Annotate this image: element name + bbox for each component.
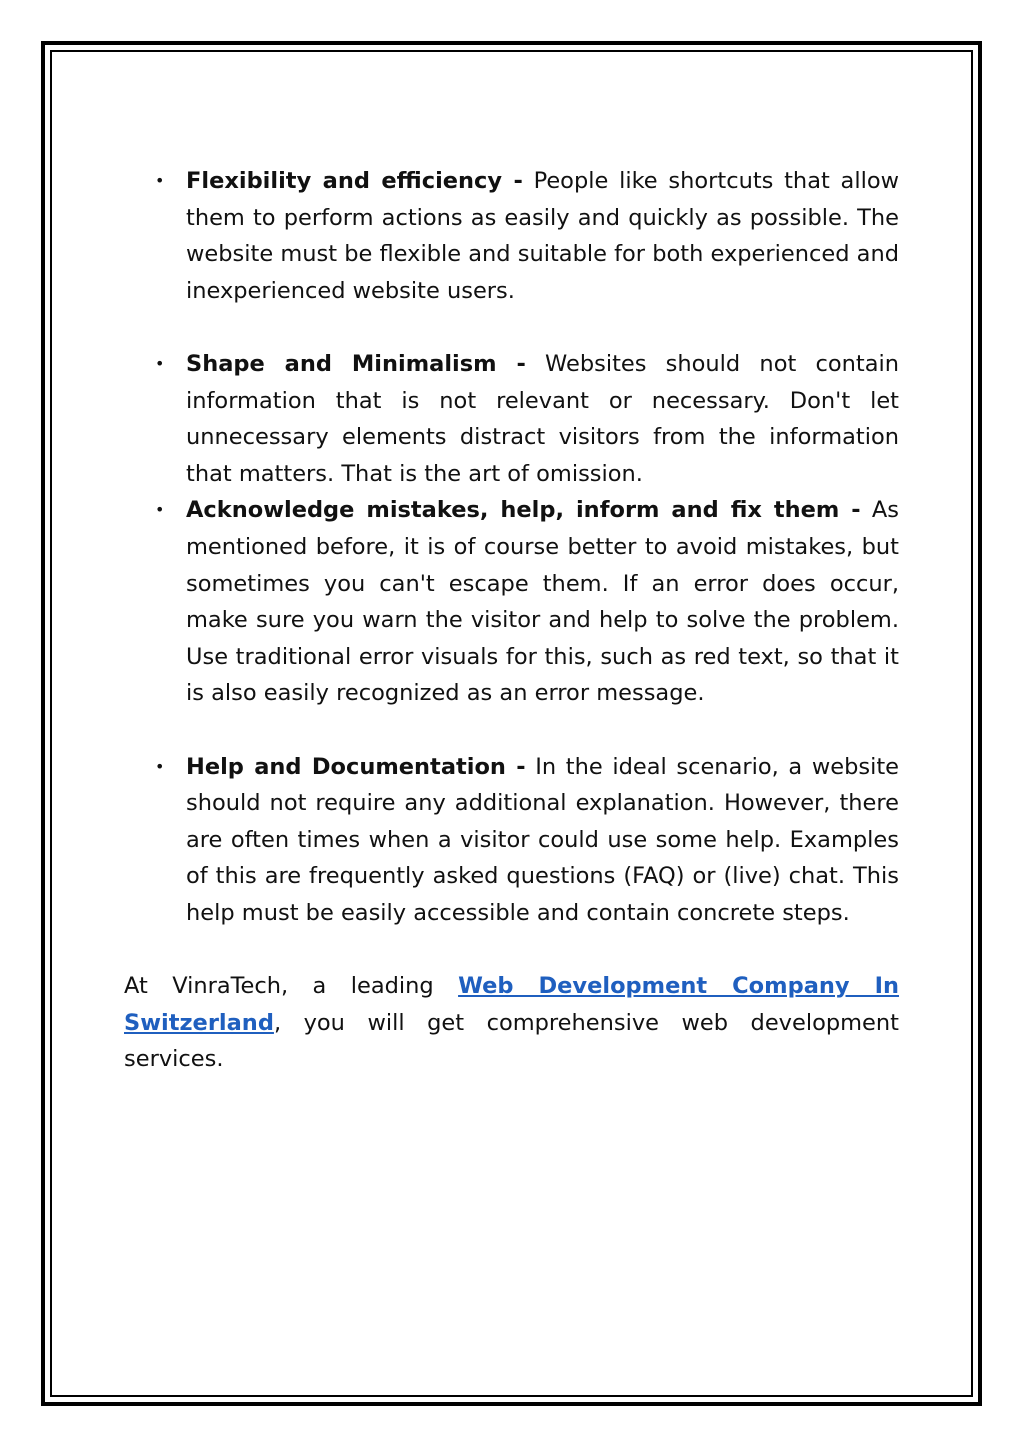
bullet-icon: • bbox=[155, 171, 165, 190]
company-link[interactable]: Web Development Company In Switzerland bbox=[124, 973, 900, 1036]
list-item-help bbox=[124, 749, 899, 932]
bullet-icon: • bbox=[155, 500, 165, 520]
bullet-icon: • bbox=[155, 353, 165, 373]
document-body bbox=[124, 163, 899, 1078]
list-item-flexibility bbox=[124, 163, 899, 309]
closing-text-after: , you will get comprehensive web development services. bbox=[124, 1009, 899, 1073]
item-text: In the ideal scenario, a website should not require any additional explanation. However, there are often times when a visitor could use some help. Examples of this are frequently asked questions (FAQ) or (live) chat. This help must be easily accessible and contain concrete steps. bbox=[186, 753, 899, 926]
item-term: Acknowledge mistakes, help, inform and fix them - bbox=[186, 497, 861, 524]
item-term: Shape and Minimalism - bbox=[186, 350, 526, 377]
item-text: People like shortcuts that allow them to perform actions as easily and quickly as possible. The website must be flexible and suitable for both experienced and inexperienced website users. bbox=[186, 168, 899, 304]
closing-paragraph bbox=[124, 968, 899, 1078]
item-text: Websites should not contain information that is not relevant or necessary. Don't let unnecessary elements distract visitors from the information that matters. That is the art of omission. bbox=[186, 350, 900, 487]
list-item-minimalism bbox=[124, 346, 899, 492]
item-term: Help and Documentation - bbox=[186, 753, 526, 780]
item-text: As mentioned before, it is of course better to avoid mistakes, but sometimes you can't escape them. If an error does occur, make sure you warn the visitor and help to solve the problem. Use traditional error visuals for this, such as red text, so that it is also easily recognized as an error message. bbox=[186, 497, 900, 707]
closing-text-before: At VinraTech, a leading bbox=[124, 973, 434, 1000]
item-term: Flexibility and efficiency - bbox=[186, 168, 523, 194]
list-item-mistakes bbox=[124, 492, 899, 712]
principles-list bbox=[124, 163, 899, 931]
bullet-icon: • bbox=[155, 756, 165, 776]
